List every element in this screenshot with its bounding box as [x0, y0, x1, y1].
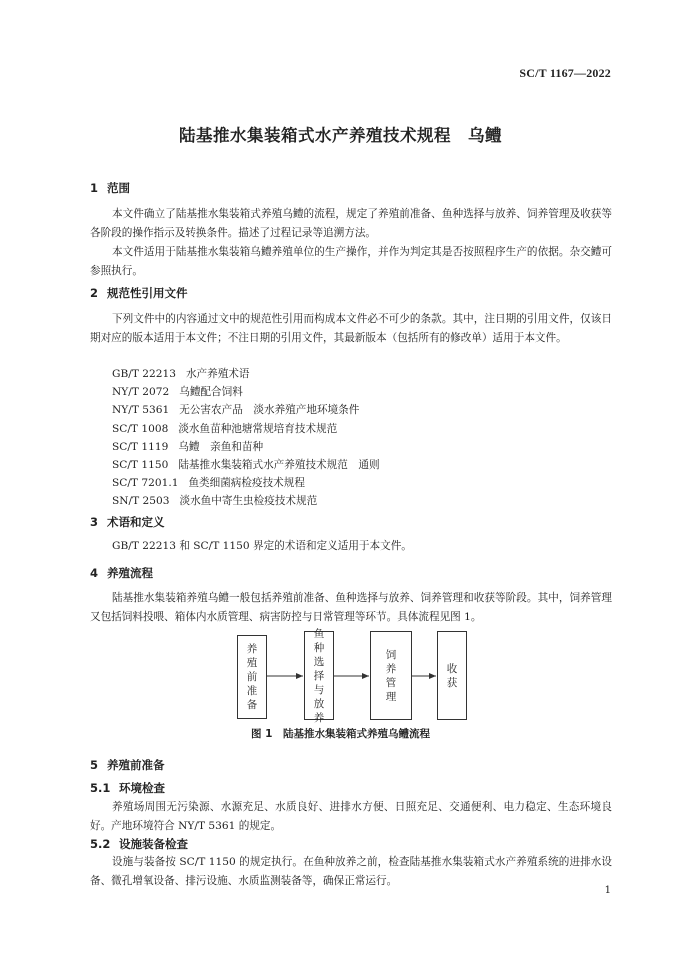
section-4-paragraph-1: 陆基推水集装箱养殖乌鳢一般包括养殖前准备、鱼种选择与放养、饲养管理和收获等阶段。其中，饲养管理又包括饲料投喂、箱体内水质管理、病害防控与日常管理等环节。具体流程见图 1。 [90, 592, 612, 623]
reference-name: 无公害农产品 淡水养殖产地环境条件 [179, 404, 360, 417]
section-2-paragraph-1: 下列文件中的内容通过文中的规范性引用而构成本文件必不可少的条款。其中，注日期的引用文件，仅该日期对应的版本适用于本文件；不注日期的引用文件，其最新版本（包括所有的修改单）适用于本文件。 [90, 313, 612, 344]
section-5-1-heading [90, 780, 165, 796]
reference-code: SC/T 1150 [112, 459, 169, 472]
reference-code: NY/T 5361 [112, 404, 170, 417]
section-title: 环境检查 [119, 781, 165, 795]
standard-code: SC/T 1167—2022 [519, 66, 611, 80]
section-title: 术语和定义 [107, 515, 165, 529]
section-number: 2 [90, 286, 99, 300]
section-number: 5.1 [90, 781, 111, 795]
section-5-heading [90, 757, 165, 773]
section-title: 养殖流程 [107, 566, 153, 580]
reference-code: SN/T 2503 [112, 495, 170, 508]
section-number: 5.2 [90, 837, 111, 851]
section-5-2-paragraph-1: 设施与装备按 SC/T 1150 的规定执行。在鱼种放养之前，检查陆基推水集装箱式水产养殖系统的进排水设备、微孔增氧设备、排污设施、水质监测装备等，确保正常运行。 [90, 856, 612, 887]
section-1-paragraph-1: 本文件确立了陆基推水集装箱式养殖乌鳢的流程，规定了养殖前准备、鱼种选择与放养、饲养管理及收获等各阶段的操作指示及转换条件。描述了过程记录等追溯方法。 [90, 208, 612, 239]
section-number: 1 [90, 181, 99, 195]
flow-box-label: 饲养管理 [385, 648, 397, 703]
section-3-paragraph-1: GB/T 22213 和 SC/T 1150 界定的术语和定义适用于本文件。 [112, 540, 412, 552]
reference-code: NY/T 2072 [112, 386, 170, 399]
reference-name: 陆基推水集装箱式水产养殖技术规范 通则 [178, 459, 380, 472]
section-number: 4 [90, 566, 99, 580]
reference-name: 水产养殖术语 [185, 368, 250, 380]
flow-box-label: 收获 [446, 662, 458, 689]
flow-box-label: 养殖前准备 [246, 643, 258, 711]
section-number: 5 [90, 758, 99, 772]
reference-name: 乌鳢配合饲料 [179, 386, 243, 399]
reference-name: 乌鳢 亲鱼和苗种 [178, 440, 264, 453]
reference-code: SC/T 1119 [112, 440, 169, 453]
section-title: 设施装备检查 [119, 837, 188, 851]
reference-name: 淡水鱼中寄生虫检疫技术规范 [179, 495, 318, 508]
reference-name: 淡水鱼苗种池塘常规培育技术规范 [178, 422, 338, 435]
section-title: 养殖前准备 [107, 758, 165, 772]
section-title: 规范性引用文件 [107, 286, 188, 300]
flow-box-label: 鱼种选择与放养 [313, 627, 325, 724]
document-title: 陆基推水集装箱式水产养殖技术规程 乌鳢 [179, 126, 502, 145]
figure-caption: 图 1 陆基推水集装箱式养殖乌鳢流程 [251, 728, 430, 740]
section-number: 3 [90, 515, 99, 529]
section-1-paragraph-2: 本文件适用于陆基推水集装箱乌鳢养殖单位的生产操作，并作为判定其是否按照程序生产的依据。杂交鳢可参照执行。 [90, 246, 612, 277]
section-5-1-paragraph-1: 养殖场周围无污染源、水源充足、水质良好、进排水方便、日照充足、交通便利、电力稳定、生态环境良好。产地环境符合 NY/T 5361 的规定。 [90, 801, 612, 832]
reference-code: GB/T 22213 [112, 368, 176, 380]
reference-code: SC/T 7201.1 [112, 477, 179, 490]
page-number: 1 [604, 885, 611, 896]
reference-name: 鱼类细菌病检疫技术规程 [188, 477, 305, 490]
section-title: 范围 [107, 181, 130, 195]
section-5-2-heading [90, 836, 188, 852]
reference-code: SC/T 1008 [112, 422, 169, 435]
